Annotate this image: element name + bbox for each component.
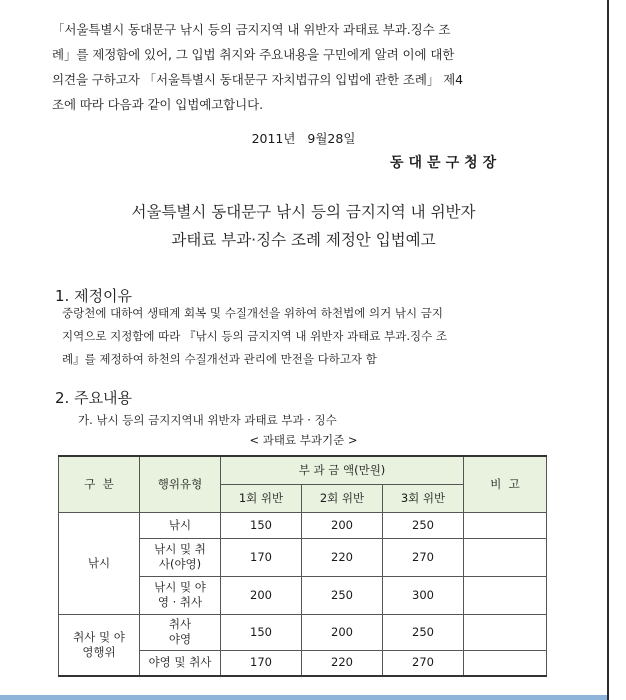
remark-cell	[464, 576, 547, 614]
value-cell: 150	[221, 512, 302, 538]
department-name: 동대문구청장	[390, 155, 502, 171]
header-violation-2: 2회 위반	[302, 484, 383, 512]
header-violation-3: 3회 위반	[383, 484, 464, 512]
value-cell: 270	[383, 650, 464, 676]
type-cell: 낚시 및 야 영 · 취사	[140, 576, 221, 614]
remark-cell	[464, 512, 547, 538]
document-title	[0, 198, 607, 254]
value-cell: 250	[383, 614, 464, 650]
table-row	[59, 614, 547, 650]
remark-cell	[464, 650, 547, 676]
title-line-1: 서울특별시 동대문구 낚시 등의 금지지역 내 위반자	[131, 203, 476, 221]
value-cell: 270	[383, 538, 464, 576]
intro-line: 「서울특별시 동대문구 낚시 등의 금지지역 내 위반자 과태료 부과.징수 조	[52, 22, 451, 37]
value-cell: 150	[221, 614, 302, 650]
section-heading-main: 2. 주요내용	[55, 389, 133, 407]
value-cell: 200	[302, 614, 383, 650]
intro-paragraph	[52, 17, 562, 117]
page-edge	[607, 0, 626, 700]
type-cell: 낚시	[140, 512, 221, 538]
intro-line: 의견을 구하고자 「서울특별시 동대문구 자치법규의 입법에 관한 조례」 제4	[52, 72, 463, 87]
page-bottom-stripe	[0, 695, 607, 700]
intro-line: 조에 따라 다음과 같이 입법예고합니다.	[52, 97, 263, 112]
subsection-title: 가. 낚시 등의 금지지역내 위반자 과태료 부과 · 징수	[78, 413, 337, 427]
reason-line: 례』를 제정하여 하천의 수질개선과 관리에 만전을 다하고자 함	[62, 352, 377, 366]
notice-date: 2011년 9월28일	[251, 131, 356, 146]
header-violation-1: 1회 위반	[221, 484, 302, 512]
type-cell: 낚시 및 취 사(야영)	[140, 538, 221, 576]
group-cooking-camping: 취사 및 야 영행위	[59, 614, 140, 676]
value-cell: 170	[221, 538, 302, 576]
header-type: 행위유형	[140, 456, 221, 512]
header-category: 구 분	[59, 456, 140, 512]
value-cell: 250	[383, 512, 464, 538]
value-cell: 220	[302, 650, 383, 676]
value-cell: 300	[383, 576, 464, 614]
value-cell: 220	[302, 538, 383, 576]
title-line-2: 과태료 부과·징수 조례 제정안 입법예고	[171, 231, 436, 249]
table-caption: < 과태료 부과기준 >	[249, 433, 358, 447]
remark-cell	[464, 538, 547, 576]
value-cell: 170	[221, 650, 302, 676]
value-cell: 200	[221, 576, 302, 614]
type-cell: 취사 야영	[140, 614, 221, 650]
value-cell: 200	[302, 512, 383, 538]
header-amount: 부 과 금 액(만원)	[221, 456, 464, 484]
group-fishing: 낚시	[59, 512, 140, 614]
fee-table	[58, 455, 547, 677]
remark-cell	[464, 614, 547, 650]
value-cell: 250	[302, 576, 383, 614]
section-heading-reason: 1. 제정이유	[55, 287, 133, 305]
intro-line: 례」를 제정함에 있어, 그 입법 취지와 주요내용을 구민에게 알려 이에 대한	[52, 47, 455, 62]
reason-paragraph	[62, 302, 550, 371]
reason-line: 중랑천에 대하여 생태계 회복 및 수질개선을 위하여 하천법에 의거 낚시 금지	[62, 306, 443, 320]
header-remark: 비 고	[464, 456, 547, 512]
type-cell: 야영 및 취사	[140, 650, 221, 676]
table-row	[59, 512, 547, 538]
reason-line: 지역으로 지정함에 따라 『낚시 등의 금지지역 내 위반자 과태료 부과.징수 조	[62, 329, 447, 343]
